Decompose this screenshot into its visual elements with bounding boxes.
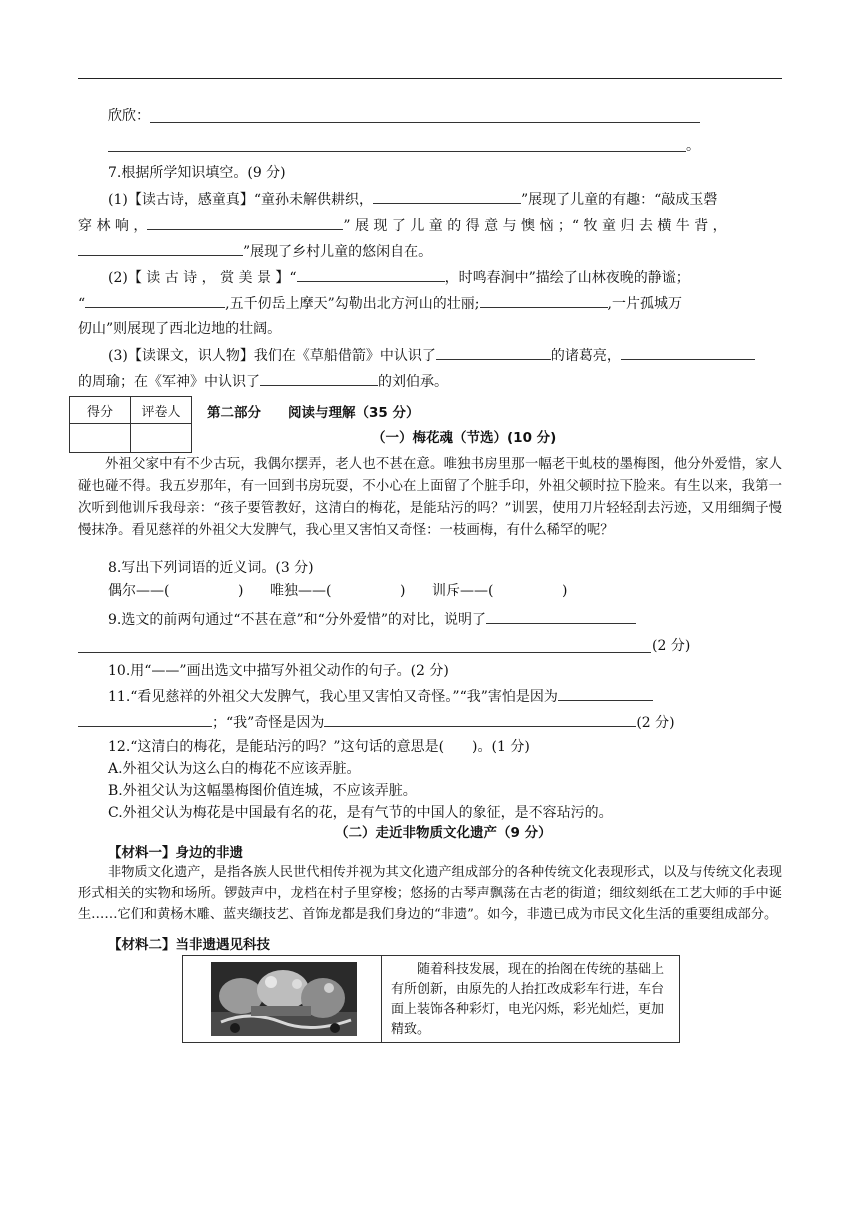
grader-cell[interactable] xyxy=(131,424,192,453)
q7-p3-d: 的刘伯承。 xyxy=(378,374,448,390)
q8-word-3: 训斥——( xyxy=(432,583,494,599)
material2-divider xyxy=(381,956,382,1042)
answer-blank[interactable] xyxy=(260,371,378,386)
material1-title: 【材料一】身边的非遗 xyxy=(108,845,243,861)
answer-blank[interactable] xyxy=(621,345,755,360)
q7-p2-line2 xyxy=(78,293,682,314)
answer-line[interactable] xyxy=(78,652,651,653)
q7-p2-c: “ xyxy=(78,296,86,312)
q12-title: 12.“这清白的梅花，是能玷污的吗？”这句话的意思是( )。(1 分) xyxy=(108,739,530,755)
material2-text: 随着科技发展，现在的抬阁在传统的基础上有所创新，由原先的人抬扛改成彩车行进，车台面上装饰各种彩灯，电光闪烁，彩光灿烂，更加精致。 xyxy=(391,962,665,1037)
answer-blank[interactable] xyxy=(324,712,636,727)
q7-title: 7.根据所学知识填空。(9 分) xyxy=(108,165,286,181)
answer-blank[interactable] xyxy=(85,293,225,308)
grader-header: 评卷人 xyxy=(131,397,192,424)
q9-text: 9.选文的前两句通过“不甚在意”和“分外爱惜”的对比，说明了 xyxy=(108,612,486,628)
q9-score: (2 分) xyxy=(652,638,691,654)
answer-blank[interactable] xyxy=(78,712,212,727)
q11-line2 xyxy=(78,712,675,733)
q7-p3-b: 的诸葛亮， xyxy=(550,348,621,364)
line-end-mark: 。 xyxy=(686,138,700,154)
q7-p1-line2 xyxy=(78,215,727,236)
q7-p2-f: 仞山”则展现了西北边地的壮阔。 xyxy=(78,321,282,337)
answer-blank[interactable] xyxy=(558,686,653,701)
q11-score: (2 分) xyxy=(636,715,675,731)
section2-title: （二）走近非物质文化遗产（9 分） xyxy=(335,825,552,841)
header-rule xyxy=(78,78,782,79)
q7-p1 xyxy=(108,189,717,210)
answer-line[interactable] xyxy=(108,151,686,152)
material2-title: 【材料二】当非遗遇见科技 xyxy=(108,937,270,953)
answer-blank[interactable] xyxy=(373,189,521,204)
q11-text-b: ；“我”奇怪是因为 xyxy=(212,715,325,731)
answer-blank[interactable] xyxy=(436,345,551,360)
answer-blank[interactable] xyxy=(297,267,445,282)
material2-box xyxy=(182,955,680,1043)
answer-blank[interactable] xyxy=(78,241,243,256)
q7-p3-c: 的周瑜；在《军神》中认识了 xyxy=(78,374,260,390)
q7-p1-b: ”展现了儿童的有趣：“敲成玉磬 xyxy=(521,192,718,208)
q7-p1-a: (1)【读古诗，感童真】“童孙未解供耕织， xyxy=(108,192,373,208)
q10-question: 10.用“——”画出选文中描写外祖父动作的句子。(2 分) xyxy=(108,663,449,679)
q8-close-1: ) xyxy=(238,583,244,599)
q11-text-a: 11.“看见慈祥的外祖父大发脾气，我心里又害怕又奇怪。”“我”害怕是因为 xyxy=(108,689,558,705)
parade-float-photo xyxy=(211,962,357,1036)
q12-option-a[interactable]: A.外祖父认为这么白的梅花不应该弄脏。 xyxy=(108,761,361,777)
q7-p2-d: ,五千仞岳上摩天”勾勒出北方河山的壮丽; xyxy=(225,296,480,312)
q8-close-3: ) xyxy=(562,583,568,599)
q7-p2-e: ,一片孤城万 xyxy=(607,296,682,312)
passage-1: 外祖父家中有不少古玩，我偶尔摆弄，老人也不甚在意。唯独书房里那一幅老干虬枝的墨梅图，他分外爱惜，家人碰也碰不得。我五岁那年，有一回到书房玩耍，不小心在上面留了个脏手印，外祖父顿时拉下脸来。有生以来，我第一次听到他训斥我母亲：“孩子要管教好，这清白的梅花，是能玷污的吗？”训罢，使用刀片轻轻刮去污迹，又用细绸子慢慢抹净。看见慈祥的外祖父大发脾气，我心里又害怕又奇怪：一枝画梅，有什么稀罕的呢？ xyxy=(78,457,782,538)
score-cell[interactable] xyxy=(70,424,131,453)
score-header: 得分 xyxy=(70,397,131,424)
q12-option-c[interactable]: C.外祖父认为梅花是中国最有名的花，是有气节的中国人的象征，是不容玷污的。 xyxy=(108,805,613,821)
q7-p3-line2 xyxy=(78,371,448,392)
q7-p2-a: (2)【 读 古 诗 ， 赏 美 景 】“ xyxy=(108,270,297,286)
q7-p2 xyxy=(108,267,690,288)
q8-word-1: 偶尔——( xyxy=(108,583,170,599)
q8-word-2: 唯独——( xyxy=(270,583,332,599)
q8-close-2: ) xyxy=(400,583,406,599)
q7-p3 xyxy=(108,345,755,366)
q7-p2-b: ，时鸣春涧中”描绘了山林夜晚的静谧； xyxy=(444,270,690,286)
answer-line[interactable] xyxy=(150,122,700,123)
q7-p1-c: 穿 林 响 ， xyxy=(78,218,148,234)
section1-title: （一）梅花魂（节选）(10 分) xyxy=(372,430,557,446)
answer-blank[interactable] xyxy=(480,293,608,308)
q7-p3-a: (3)【读课文，识人物】我们在《草船借箭》中认识了 xyxy=(108,348,436,364)
answer-blank[interactable] xyxy=(147,215,343,230)
q9-question xyxy=(108,609,636,630)
material1-text: 非物质文化遗产，是指各族人民世代相传并视为其文化遗产组成部分的各种传统文化表现形式，以及与传统文化表现形式相关的实物和场所。锣鼓声中，龙档在村子里穿梭；悠扬的古琴声飘荡在古老的街道；细纹刻纸在工艺大师的手中诞生……它们和黄杨木雕、蓝夹缬技艺、首饰龙都是我们身边的“非遗”。如今，非遗已成为市民文化生活的重要组成部分。 xyxy=(78,865,782,922)
q12-option-b[interactable]: B.外祖父认为这幅墨梅图价值连城，不应该弄脏。 xyxy=(108,783,417,799)
part2-title: 第二部分 阅读与理解（35 分） xyxy=(207,405,420,421)
q7-p1-line3 xyxy=(78,241,432,262)
q8-title: 8.写出下列词语的近义词。(3 分) xyxy=(108,560,314,576)
q11-question xyxy=(108,686,653,707)
answer-blank[interactable] xyxy=(486,609,636,624)
q7-p1-e: ”展现了乡村儿童的悠闲自在。 xyxy=(243,244,433,260)
xinxin-label: 欣欣： xyxy=(108,108,150,124)
score-table xyxy=(69,396,192,453)
q7-p1-d: ” 展 现 了 儿 童 的 得 意 与 懊 恼 ；“ 牧 童 归 去 横 牛 背 ， xyxy=(343,218,727,234)
